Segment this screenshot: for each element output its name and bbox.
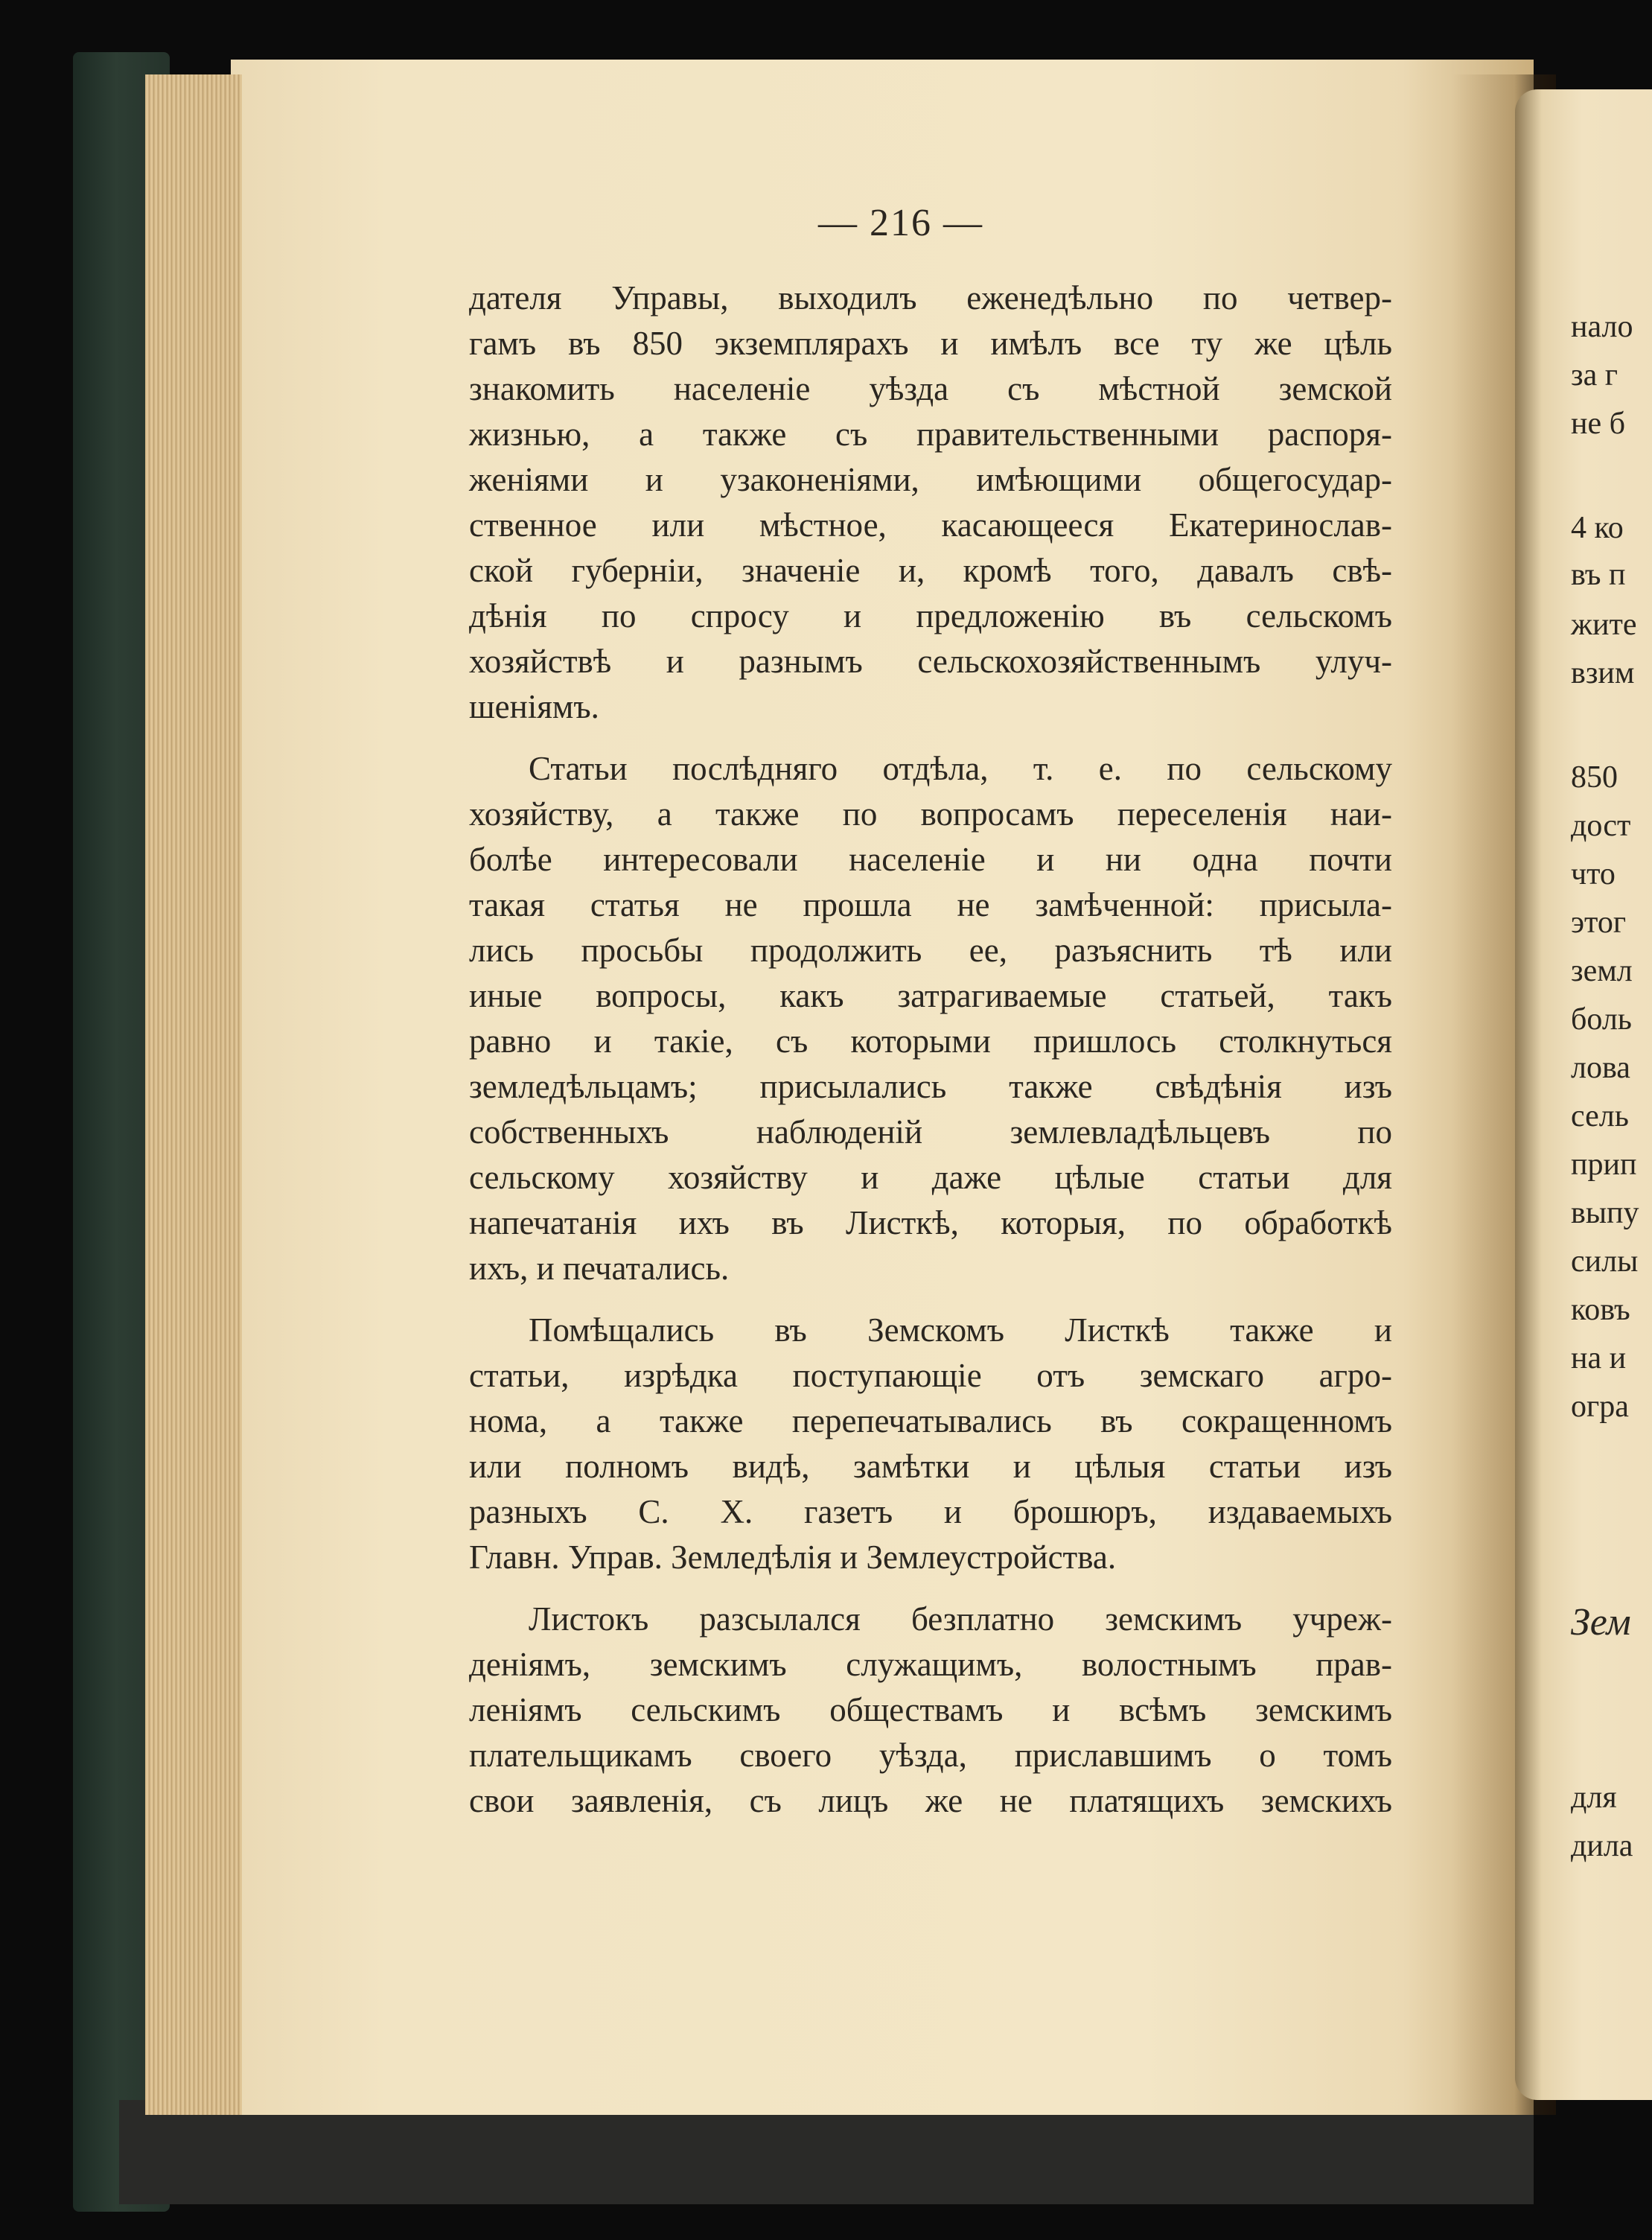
right-page-fragment: силы	[1571, 1244, 1639, 1279]
text-line: хозяйствѣ и разнымъ сельскохозяйственнымъ улуч-	[469, 643, 1392, 680]
text-line: плательщикамъ своего уѣзда, приславшимъ о томъ	[469, 1737, 1392, 1774]
right-page-fragment: выпу	[1571, 1196, 1639, 1230]
right-page-fragment: лова	[1571, 1051, 1630, 1085]
right-page-fragment: 4 ко	[1571, 511, 1624, 545]
right-page-fragment: этог	[1571, 906, 1627, 940]
text-line: Главн. Управ. Земледѣлія и Землеустройства.	[469, 1539, 1117, 1576]
text-line: ской губерніи, значеніе и, кромѣ того, давалъ свѣ-	[469, 552, 1392, 589]
text-line: женіями и узаконеніями, имѣющими общегосудар-	[469, 461, 1392, 498]
text-line: иные вопросы, какъ затрагиваемые статьей, такъ	[469, 977, 1392, 1014]
right-page-fragment: огра	[1571, 1390, 1629, 1424]
page-number: — 216 —	[818, 202, 983, 244]
page-text	[469, 276, 1392, 1824]
text-line: леніямъ сельскимъ обществамъ и всѣмъ земскимъ	[469, 1691, 1392, 1728]
text-line: равно и такіе, съ которыми пришлось столкнуться	[469, 1022, 1392, 1060]
text-line: напечатанія ихъ въ Листкѣ, которыя, по обработкѣ	[469, 1204, 1392, 1241]
right-page-fragment: боль	[1571, 1002, 1632, 1037]
text-line: или полномъ видѣ, замѣтки и цѣлыя статьи изъ	[469, 1448, 1392, 1485]
right-page-fragment: земл	[1571, 954, 1633, 988]
text-line: хозяйству, а также по вопросамъ переселенія наи-	[469, 795, 1392, 833]
right-page-fragment: сель	[1571, 1099, 1629, 1133]
text-line: свои заявленія, съ лицъ же не платящихъ земскихъ	[469, 1782, 1392, 1819]
text-line: Листокъ разсылался безплатно земскимъ учреж-	[529, 1600, 1392, 1638]
right-page-fragment: 850	[1571, 760, 1618, 795]
text-line: нома, а также перепечатывались въ сокращенномъ	[469, 1402, 1392, 1439]
text-line: болѣе интересовали населеніе и ни одна почти	[469, 841, 1392, 878]
right-page-fragment: для	[1571, 1781, 1617, 1815]
right-page-fragment: ковъ	[1571, 1293, 1630, 1327]
page-edges	[145, 74, 242, 2115]
text-line: статьи, изрѣдка поступающіе отъ земскаго агро-	[469, 1357, 1392, 1394]
text-line: дателя Управы, выходилъ еженедѣльно по четвер-	[469, 279, 1392, 316]
right-page-fragment: жите	[1571, 608, 1637, 642]
text-line: такая статья не прошла не замѣченной: присыла-	[469, 886, 1392, 923]
right-page-fragment: въ п	[1571, 558, 1626, 592]
text-line: ственное или мѣстное, касающееся Екатеринослав-	[469, 506, 1392, 544]
text-line: сельскому хозяйству и даже цѣлые статьи для	[469, 1159, 1392, 1196]
text-line: дѣнія по спросу и предложенію въ сельскомъ	[469, 597, 1392, 634]
text-line: Помѣщались въ Земскомъ Листкѣ также и	[529, 1311, 1392, 1349]
text-line: жизнью, а также съ правительственными распоря-	[469, 416, 1392, 453]
right-page-fragment: нало	[1571, 310, 1633, 344]
text-line: собственныхъ наблюденій землевладѣльцевъ по	[469, 1113, 1392, 1151]
text-line: шеніямъ.	[469, 688, 599, 725]
text-line: знакомить населеніе уѣзда съ мѣстной земской	[469, 370, 1392, 407]
right-page-fragment: не б	[1571, 407, 1625, 441]
right-page-fragment: прип	[1571, 1148, 1637, 1182]
text-line: Статьи послѣдняго отдѣла, т. е. по сельскому	[529, 750, 1392, 787]
right-page-heading-fragment: Зем	[1571, 1601, 1631, 1644]
text-line: ихъ, и печатались.	[469, 1250, 730, 1287]
text-line: гамъ въ 850 экземплярахъ и имѣлъ все ту же цѣль	[469, 325, 1392, 362]
text-line: лись просьбы продолжить ее, разъяснить тѣ или	[469, 932, 1392, 969]
right-page-fragment: на и	[1571, 1341, 1627, 1375]
right-page-fragment: что	[1571, 857, 1616, 891]
book-cover-bottom	[119, 2100, 1534, 2204]
text-line: разныхъ С. Х. газетъ и брошюръ, издаваемыхъ	[469, 1493, 1392, 1530]
right-page-fragment: за г	[1571, 358, 1618, 392]
text-line: деніямъ, земскимъ служащимъ, волостнымъ прав-	[469, 1646, 1392, 1683]
right-page-fragment: взим	[1571, 656, 1635, 690]
right-page-fragment: дост	[1571, 809, 1631, 843]
right-page-fragment: дила	[1571, 1829, 1633, 1863]
text-line: земледѣльцамъ; присылались также свѣдѣнія изъ	[469, 1068, 1392, 1105]
